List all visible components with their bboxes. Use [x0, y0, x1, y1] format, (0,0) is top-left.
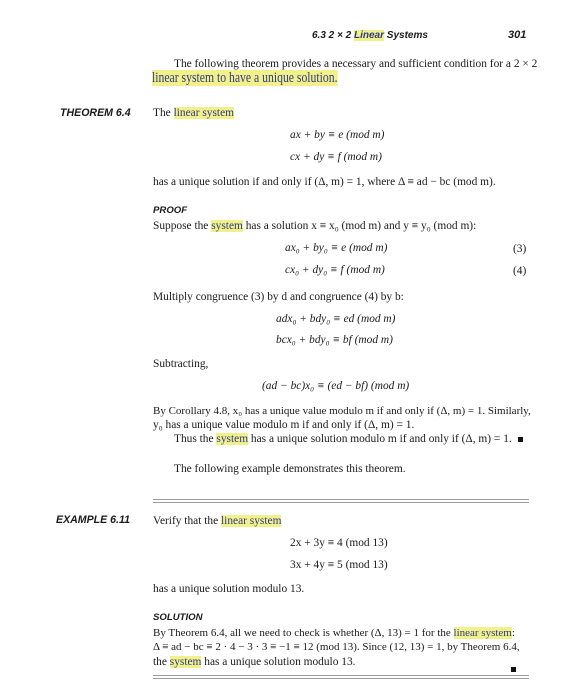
theorem-lead: The linear system: [153, 107, 234, 119]
highlight: linear system: [173, 107, 234, 119]
proof-line-1: Suppose the system has a solution x ≡ x₀ (mod m) and y ≡ y₀ (mod m):: [153, 220, 477, 232]
proof-equation-4: cx₀ + dy₀ ≡ f (mod m): [285, 264, 385, 276]
highlight: system: [216, 433, 249, 445]
highlight: Linear: [353, 30, 384, 41]
solution-line-2: Δ ≡ ad − bc ≡ 2 · 4 − 3 · 3 ≡ −1 ≡ 12 (mod 13). Since (12, 13) = 1, by Theorem 6.4,: [153, 641, 520, 653]
proof-corollary-1: By Corollary 4.8, x₀ has a unique value modulo m if and only if (Δ, m) = 1. Similarly,: [153, 405, 531, 417]
example-label: EXAMPLE 6.11: [56, 514, 130, 526]
example-equation-1: 2x + 3y ≡ 4 (mod 13): [290, 537, 388, 549]
equation-number-4: (4): [513, 265, 527, 277]
highlight: system: [169, 656, 202, 668]
equation-number-3: (3): [513, 243, 527, 255]
intro-line-1: The following theorem provides a necessary and sufficient condition for a 2 × 2: [174, 58, 538, 70]
running-header: 6.3 2 × 2 Linear Systems: [312, 30, 428, 41]
theorem-conclusion: has a unique solution if and only if (Δ, m) = 1, where Δ ≡ ad − bc (mod m).: [153, 176, 496, 188]
divider-top-2: [153, 502, 529, 503]
divider-bottom-1: [153, 675, 529, 676]
divider-top-1: [153, 499, 529, 500]
solution-label: SOLUTION: [153, 612, 203, 623]
intro-line-2: linear system to have a unique solution.: [152, 70, 338, 86]
proof-equation-6: bcx₀ + bdy₀ ≡ bf (mod m): [276, 334, 393, 346]
proof-multiply: Multiply congruence (3) by d and congruence (4) by b:: [153, 291, 404, 303]
theorem-equation-2: cx + dy ≡ f (mod m): [290, 151, 382, 163]
page-number: 301: [508, 29, 527, 41]
example-conclusion: has a unique solution modulo 13.: [153, 583, 305, 595]
highlight: linear system: [453, 627, 512, 639]
proof-equation-7: (ad − bc)x₀ ≡ (ed − bf) (mod m): [262, 380, 410, 392]
solution-line-1: By Theorem 6.4, all we need to check is whether (Δ, 13) = 1 for the linear system:: [153, 627, 515, 639]
example-equation-2: 3x + 4y ≡ 5 (mod 13): [290, 559, 388, 571]
proof-equation-5: adx₀ + bdy₀ ≡ ed (mod m): [276, 313, 396, 325]
proof-equation-3: ax₀ + by₀ ≡ e (mod m): [285, 242, 388, 254]
highlight: linear system: [221, 515, 282, 527]
proof-label: PROOF: [153, 205, 188, 216]
example-lead: Verify that the linear system: [153, 515, 282, 527]
proof-corollary-2: y₀ has a unique value modulo m if and only if (Δ, m) = 1.: [153, 419, 415, 431]
transition-text: The following example demonstrates this theorem.: [174, 463, 406, 475]
proof-subtracting: Subtracting,: [153, 358, 209, 370]
solution-line-3: the system has a unique solution modulo 13.: [153, 656, 356, 668]
theorem-equation-1: ax + by ≡ e (mod m): [290, 129, 385, 141]
theorem-label: THEOREM 6.4: [60, 107, 131, 119]
highlight: system: [211, 220, 243, 232]
qed-square-icon: [518, 437, 523, 442]
divider-bottom-2: [153, 678, 529, 679]
proof-thus: Thus the system has a unique solution modulo m if and only if (Δ, m) = 1.: [174, 432, 523, 446]
